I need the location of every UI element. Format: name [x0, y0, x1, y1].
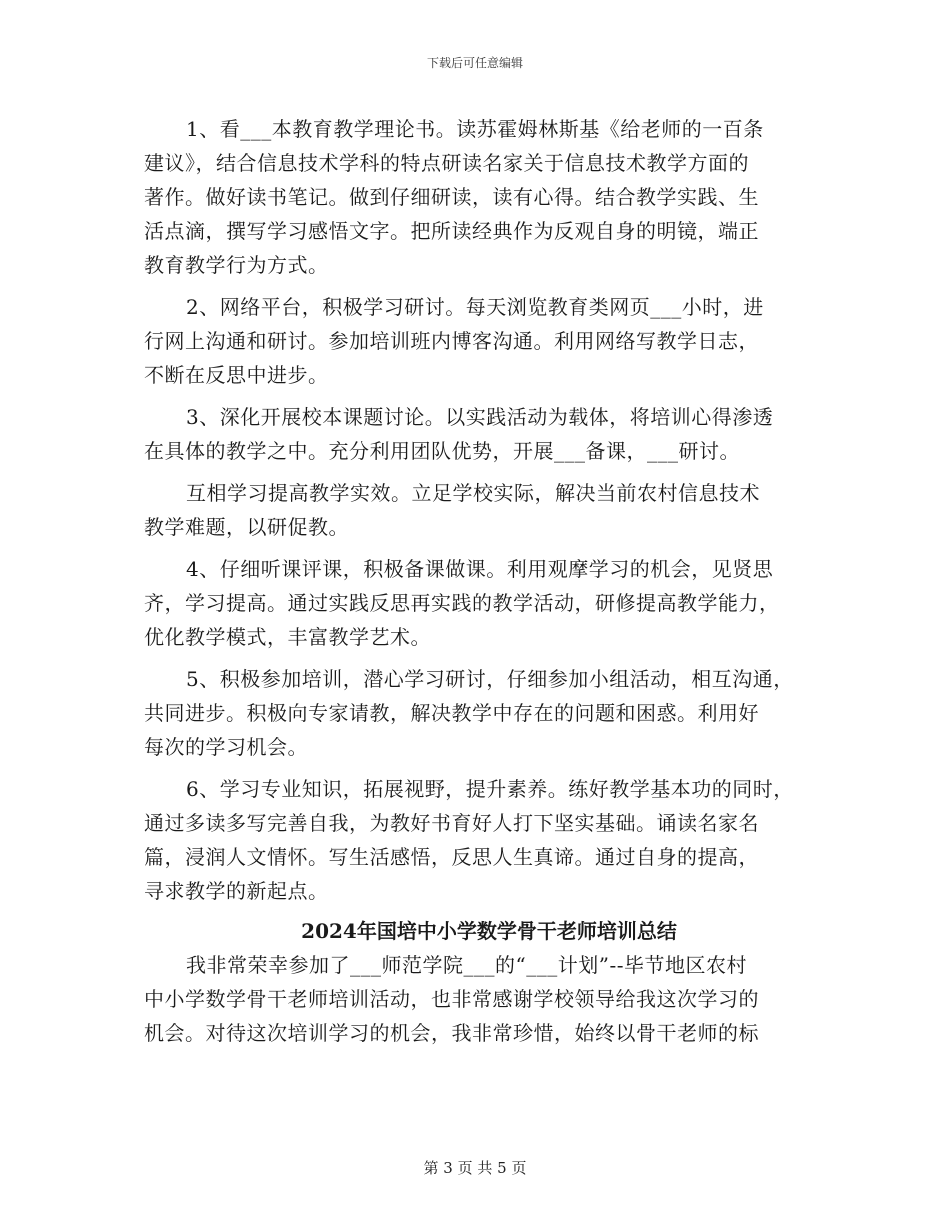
text-line: 2、网络平台，积极学习研讨。每天浏览教育类网页___小时，进	[186, 295, 764, 319]
text-line: 在具体的教学之中。充分利用团队优势，开展___备课，___研讨。	[144, 439, 740, 463]
document-body	[144, 112, 834, 1050]
text-line: 6、学习专业知识，拓展视野，提升素养。练好教学基本功的同时，	[186, 777, 794, 801]
text-line: 通过多读多写完善自我，为教好书育好人打下坚实基础。诵读名家名	[144, 811, 759, 835]
text-line: 互相学习提高教学实效。立足学校实际，解决当前农村信息技术	[186, 481, 760, 505]
section-title: 2024年国培中小学数学骨干老师培训总结	[301, 919, 677, 943]
paragraph-4	[144, 552, 834, 654]
text-line: 齐，学习提高。通过实践反思再实践的教学活动，研修提高教学能力，	[144, 591, 780, 615]
text-line: 3、深化开展校本课题讨论。以实践活动为载体，将培训心得渗透	[186, 405, 774, 429]
section-paragraph	[144, 948, 834, 1050]
paragraph-5	[144, 662, 834, 764]
page-header: 下载后可任意编辑	[426, 56, 523, 70]
text-line: 优化教学模式，丰富教学艺术。	[144, 625, 431, 649]
text-line: 寻求教学的新起点。	[144, 879, 329, 903]
text-line: 篇，浸润人文情怀。写生活感悟，反思人生真谛。通过自身的提高，	[144, 845, 759, 869]
text-line: 不断在反思中进步。	[144, 363, 329, 387]
paragraph-2	[144, 290, 834, 392]
text-line: 教学难题，以研促教。	[144, 515, 349, 539]
text-line: 机会。对待这次培训学习的机会，我非常珍惜，始终以骨干老师的标	[144, 1021, 759, 1045]
paragraph-3b	[144, 476, 834, 544]
text-line: 5、积极参加培训，潜心学习研讨，仔细参加小组活动，相互沟通，	[186, 667, 794, 691]
text-line: 我非常荣幸参加了___师范学院___的“___计划”--毕节地区农村	[186, 953, 747, 977]
text-line: 活点滴，撰写学习感悟文字。把所读经典作为反观自身的明镜，端正	[144, 219, 759, 243]
text-line: 中小学数学骨干老师培训活动，也非常感谢学校领导给我这次学习的	[144, 987, 759, 1011]
text-line: 著作。做好读书笔记。做到仔细研读，读有心得。结合教学实践、生	[144, 185, 759, 209]
text-line: 1、看___本教育教学理论书。读苏霍姆林斯基《给老师的一百条	[186, 117, 764, 141]
text-line: 行网上沟通和研讨。参加培训班内博客沟通。利用网络写教学日志，	[144, 329, 759, 353]
paragraph-6	[144, 772, 834, 908]
paragraph-3	[144, 400, 834, 468]
text-line: 教育教学行为方式。	[144, 253, 329, 277]
text-line: 共同进步。积极向专家请教，解决教学中存在的问题和困惑。利用好	[144, 701, 759, 725]
text-line: 建议》，结合信息技术学科的特点研读名家关于信息技术教学方面的	[144, 151, 749, 175]
page-number: 第 3 页 共 5 页	[423, 1159, 527, 1177]
text-line: 4、仔细听课评课，积极备课做课。利用观摩学习的机会，见贤思	[186, 557, 774, 581]
text-line: 每次的学习机会。	[144, 735, 308, 759]
paragraph-1	[144, 112, 834, 282]
